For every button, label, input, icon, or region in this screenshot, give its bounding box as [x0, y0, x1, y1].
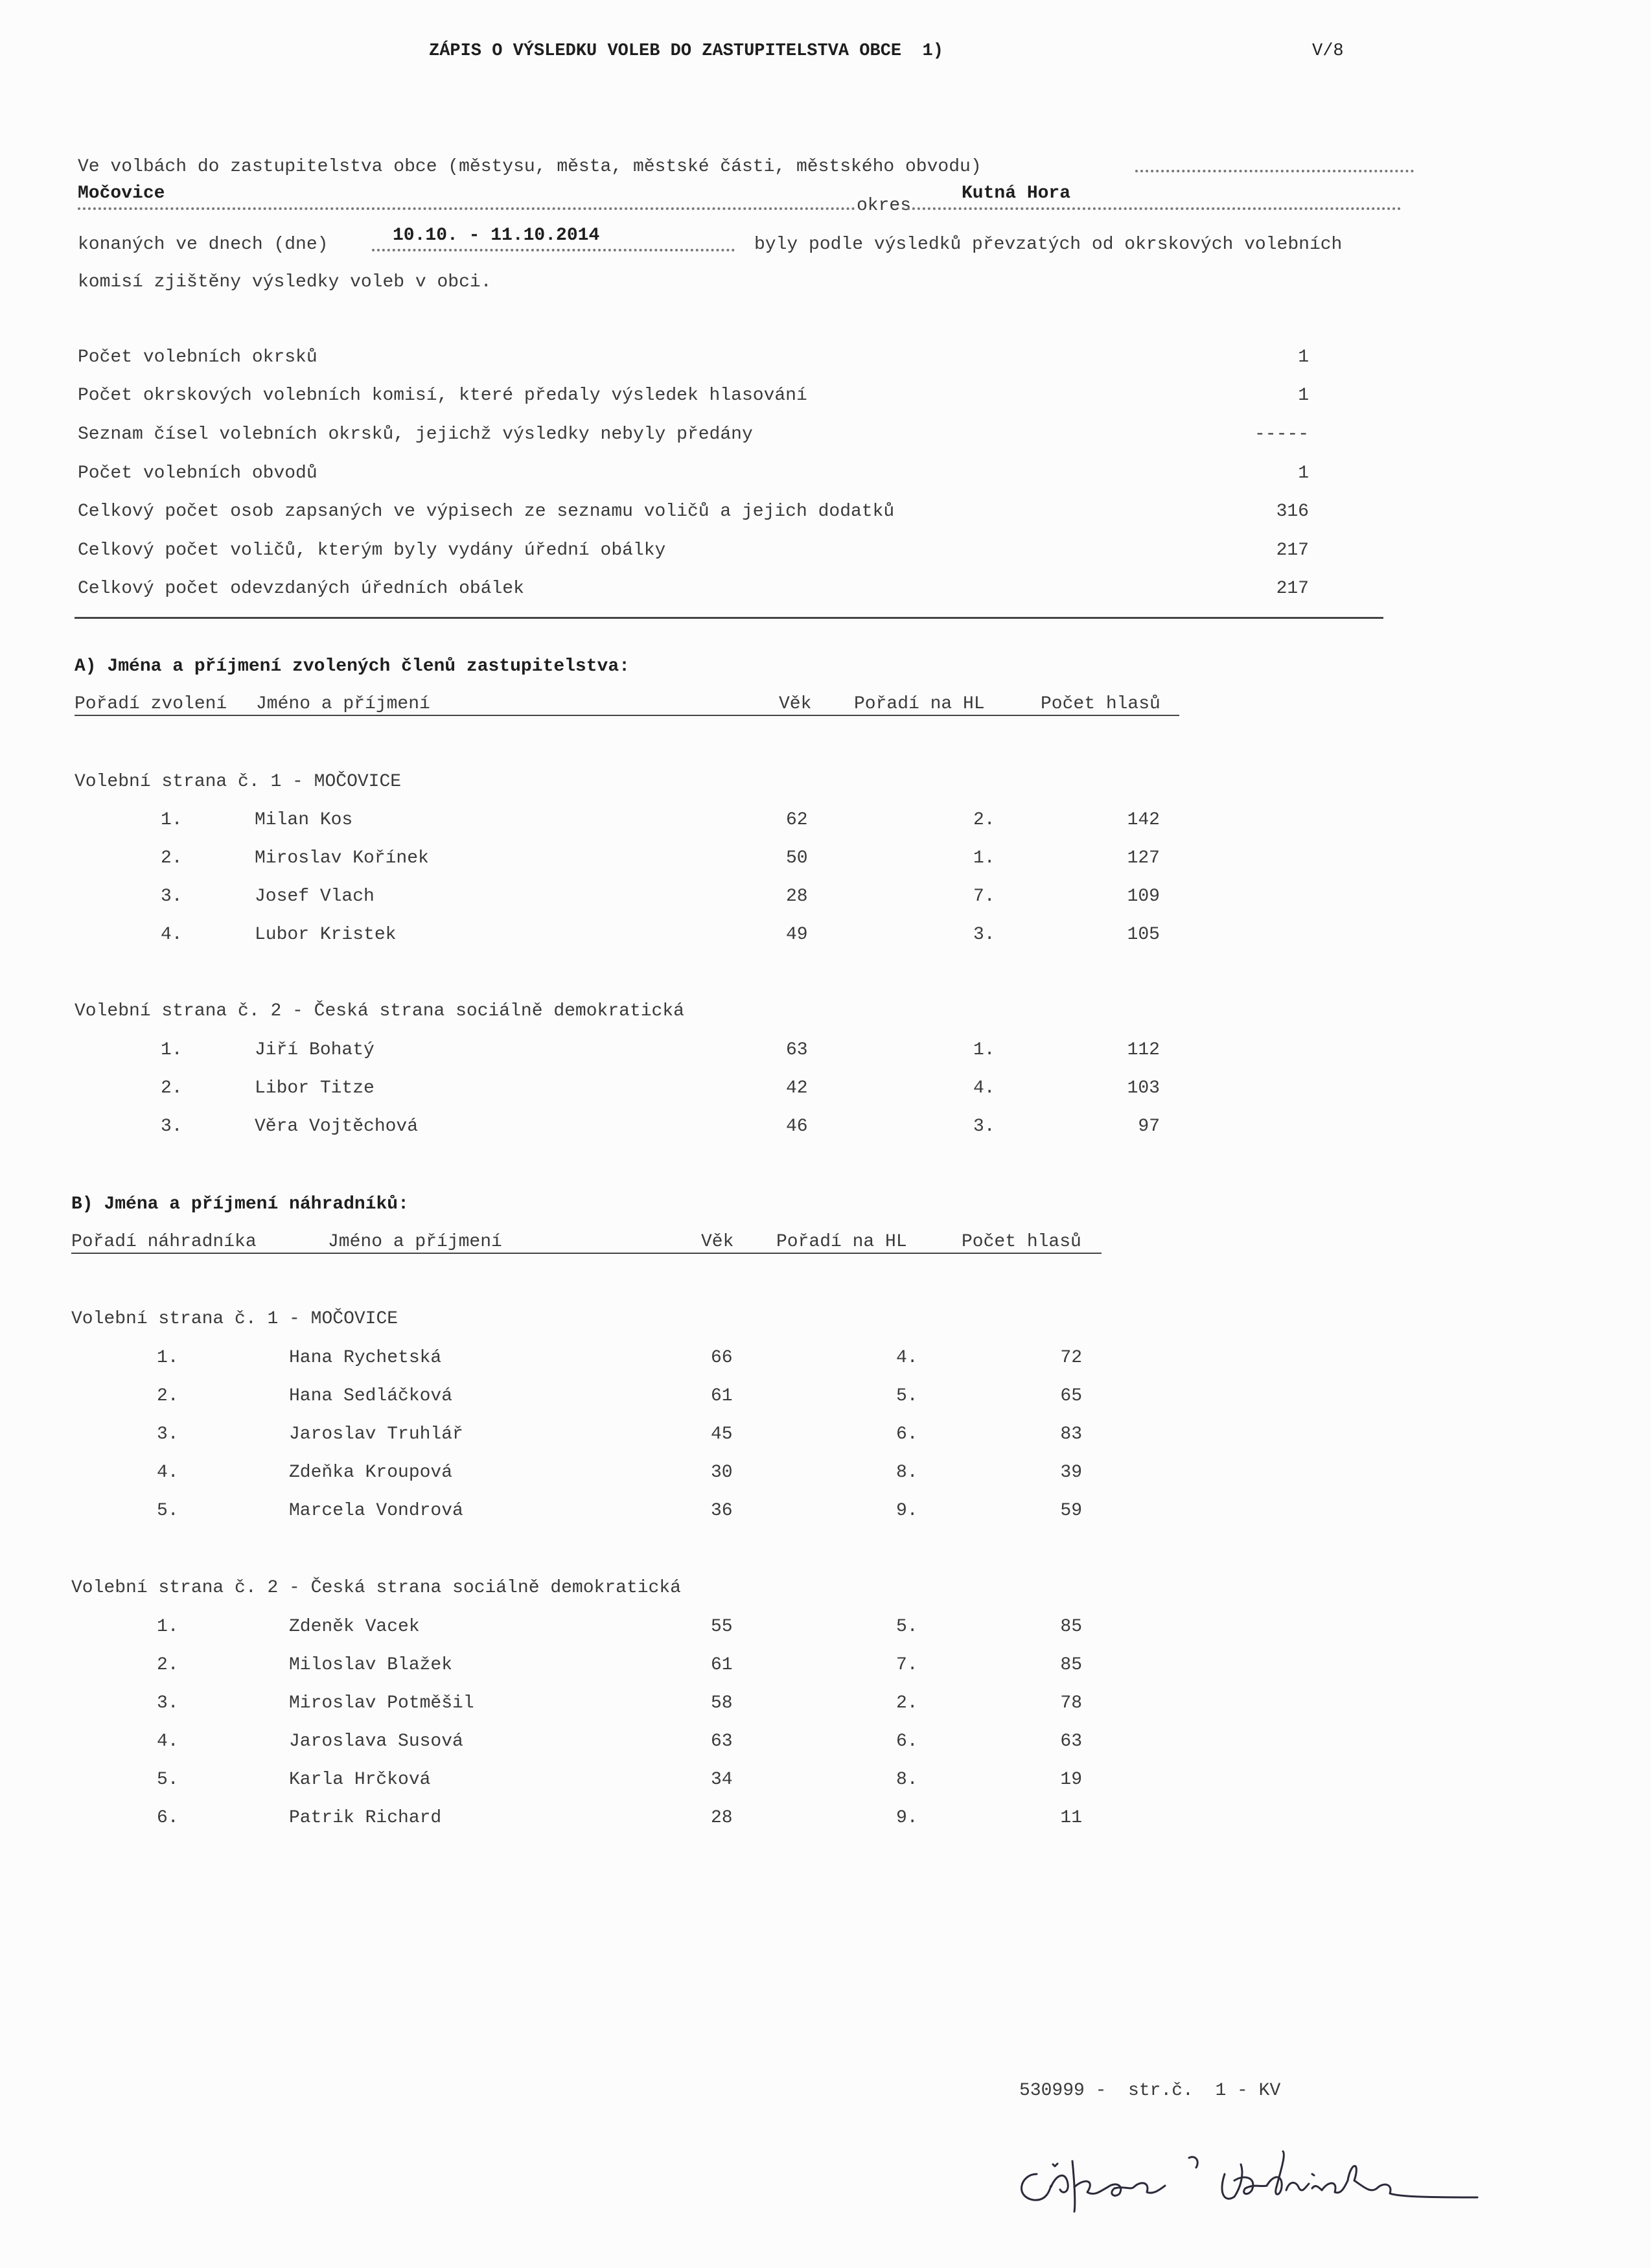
- signature: [1011, 2135, 1529, 2219]
- okres-name: Kutná Hora: [962, 183, 1071, 203]
- konanych-label: konaných ve dnech (dne): [78, 235, 329, 255]
- row-hl: 5.: [896, 1386, 918, 1406]
- row-age: 49: [786, 925, 808, 945]
- col-header-name: Jméno a příjmení: [256, 694, 430, 714]
- header-underline: [75, 715, 1179, 716]
- row-votes: 83: [1060, 1424, 1082, 1444]
- row-age: 66: [711, 1348, 733, 1368]
- row-age: 28: [786, 886, 808, 907]
- row-name: Miloslav Blažek: [289, 1655, 453, 1675]
- fill-dots: [78, 207, 855, 210]
- row-hl: 1.: [973, 1040, 995, 1060]
- row-hl: 5.: [896, 1617, 918, 1637]
- stat-label: Seznam čísel volebních okrsků, jejichž výsledky nebyly předány: [78, 424, 753, 445]
- row-votes: 11: [1060, 1808, 1082, 1828]
- party-name: Volební strana č. 1 - MOČOVICE: [75, 772, 402, 792]
- row-votes: 97: [1138, 1117, 1160, 1137]
- row-age: 36: [711, 1501, 733, 1521]
- obec-name: Močovice: [78, 183, 165, 203]
- party-name: Volební strana č. 2 - Česká strana sociálně demokratická: [71, 1578, 681, 1598]
- row-votes: 65: [1060, 1386, 1082, 1406]
- form-code: V/8: [1312, 41, 1344, 61]
- row-votes: 142: [1127, 810, 1160, 830]
- row-name: Patrik Richard: [289, 1808, 442, 1828]
- election-dates: 10.10. - 11.10.2014: [393, 226, 600, 246]
- row-order: 3.: [161, 886, 183, 907]
- row-hl: 4.: [973, 1078, 995, 1098]
- row-votes: 72: [1060, 1348, 1082, 1368]
- stat-value: 1: [1298, 463, 1309, 483]
- row-age: 61: [711, 1655, 733, 1675]
- row-order: 3.: [157, 1693, 179, 1713]
- row-name: Věra Vojtěchová: [255, 1117, 419, 1137]
- row-name: Milan Kos: [255, 810, 353, 830]
- row-votes: 39: [1060, 1463, 1082, 1483]
- row-name: Miroslav Potměšil: [289, 1693, 474, 1713]
- row-hl: 8.: [896, 1770, 918, 1790]
- row-age: 50: [786, 848, 808, 868]
- row-name: Jiří Bohatý: [255, 1040, 375, 1060]
- stat-label: Počet volebních okrsků: [78, 347, 318, 367]
- row-name: Jaroslava Susová: [289, 1731, 463, 1752]
- row-age: 62: [786, 810, 808, 830]
- fill-dots: [902, 207, 1401, 210]
- party-name: Volební strana č. 1 - MOČOVICE: [71, 1309, 398, 1329]
- row-votes: 127: [1127, 848, 1160, 868]
- row-age: 45: [711, 1424, 733, 1444]
- stat-value: 1: [1298, 386, 1309, 406]
- intro-line-4: komisí zjištěny výsledky voleb v obci.: [78, 272, 492, 292]
- row-name: Zdeňka Kroupová: [289, 1463, 453, 1483]
- header-underline: [71, 1253, 1102, 1254]
- row-votes: 112: [1127, 1040, 1160, 1060]
- row-votes: 103: [1127, 1078, 1160, 1098]
- row-age: 55: [711, 1617, 733, 1637]
- stat-value: 217: [1276, 540, 1309, 561]
- row-votes: 63: [1060, 1731, 1082, 1752]
- row-hl: 4.: [896, 1348, 918, 1368]
- row-votes: 105: [1127, 925, 1160, 945]
- row-name: Libor Titze: [255, 1078, 375, 1098]
- row-hl: 9.: [896, 1808, 918, 1828]
- row-order: 5.: [157, 1501, 179, 1521]
- row-name: Hana Rychetská: [289, 1348, 442, 1368]
- row-age: 34: [711, 1770, 733, 1790]
- col-header-votes: Počet hlasů: [962, 1232, 1081, 1252]
- row-order: 2.: [157, 1655, 179, 1675]
- row-order: 1.: [157, 1617, 179, 1637]
- fill-dots: [1135, 170, 1414, 172]
- row-age: 30: [711, 1463, 733, 1483]
- row-age: 61: [711, 1386, 733, 1406]
- row-name: Karla Hrčková: [289, 1770, 431, 1790]
- row-hl: 2.: [896, 1693, 918, 1713]
- row-votes: 85: [1060, 1617, 1082, 1637]
- row-order: 4.: [161, 925, 183, 945]
- stat-value: 1: [1298, 347, 1309, 367]
- col-header-name: Jméno a příjmení: [328, 1232, 502, 1252]
- stat-value: 217: [1276, 579, 1309, 599]
- intro-line-1: Ve volbách do zastupitelstva obce (městysu, města, městské části, městského obvodu): [78, 157, 982, 177]
- col-header-order: Pořadí náhradníka: [71, 1232, 257, 1252]
- stat-value: -----: [1254, 424, 1309, 445]
- col-header-hl: Pořadí na HL: [854, 694, 985, 714]
- row-name: Lubor Kristek: [255, 925, 397, 945]
- row-age: 42: [786, 1078, 808, 1098]
- col-header-age: Věk: [701, 1232, 734, 1252]
- row-votes: 78: [1060, 1693, 1082, 1713]
- document-title: ZÁPIS O VÝSLEDKU VOLEB DO ZASTUPITELSTVA OBCE 1): [429, 41, 943, 61]
- row-name: Hana Sedláčková: [289, 1386, 453, 1406]
- row-order: 2.: [157, 1386, 179, 1406]
- row-age: 58: [711, 1693, 733, 1713]
- row-order: 2.: [161, 848, 183, 868]
- row-hl: 9.: [896, 1501, 918, 1521]
- col-header-order: Pořadí zvolení: [75, 694, 227, 714]
- row-age: 46: [786, 1117, 808, 1137]
- row-hl: 8.: [896, 1463, 918, 1483]
- stat-label: Počet volebních obvodů: [78, 463, 318, 483]
- stat-value: 316: [1276, 502, 1309, 522]
- row-name: Jaroslav Truhlář: [289, 1424, 463, 1444]
- row-order: 1.: [161, 810, 183, 830]
- row-name: Zdeněk Vacek: [289, 1617, 420, 1637]
- row-order: 4.: [157, 1463, 179, 1483]
- party-name: Volební strana č. 2 - Česká strana sociálně demokratická: [75, 1001, 684, 1021]
- stat-label: Celkový počet osob zapsaných ve výpisech ze seznamu voličů a jejich dodatků: [78, 502, 895, 522]
- row-name: Josef Vlach: [255, 886, 375, 907]
- stat-label: Celkový počet odevzdaných úředních obálek: [78, 579, 524, 599]
- row-order: 3.: [161, 1117, 183, 1137]
- col-header-votes: Počet hlasů: [1041, 694, 1160, 714]
- row-order: 4.: [157, 1731, 179, 1752]
- row-hl: 6.: [896, 1424, 918, 1444]
- col-header-hl: Pořadí na HL: [776, 1232, 907, 1252]
- row-name: Miroslav Kořínek: [255, 848, 429, 868]
- row-age: 63: [786, 1040, 808, 1060]
- fill-dots: [372, 249, 735, 251]
- stat-label: Počet okrskových volebních komisí, které předaly výsledek hlasování: [78, 386, 807, 406]
- row-votes: 59: [1060, 1501, 1082, 1521]
- row-hl: 1.: [973, 848, 995, 868]
- row-hl: 3.: [973, 1117, 995, 1137]
- col-header-age: Věk: [779, 694, 812, 714]
- section-a-heading: A) Jména a příjmení zvolených členů zastupitelstva:: [75, 656, 630, 677]
- row-hl: 3.: [973, 925, 995, 945]
- row-order: 5.: [157, 1770, 179, 1790]
- row-hl: 7.: [973, 886, 995, 907]
- row-votes: 19: [1060, 1770, 1082, 1790]
- row-hl: 7.: [896, 1655, 918, 1675]
- row-age: 28: [711, 1808, 733, 1828]
- stat-label: Celkový počet voličů, kterým byly vydány úřední obálky: [78, 540, 666, 561]
- row-age: 63: [711, 1731, 733, 1752]
- row-hl: 6.: [896, 1731, 918, 1752]
- row-order: 1.: [157, 1348, 179, 1368]
- row-order: 2.: [161, 1078, 183, 1098]
- page-code: 530999 - str.č. 1 - KV: [1019, 2081, 1281, 2101]
- row-order: 3.: [157, 1424, 179, 1444]
- intro-line-3-rest: byly podle výsledků převzatých od okrskových volebních: [754, 235, 1343, 255]
- row-votes: 109: [1127, 886, 1160, 907]
- row-order: 1.: [161, 1040, 183, 1060]
- section-b-heading: B) Jména a příjmení náhradníků:: [71, 1194, 409, 1214]
- row-order: 6.: [157, 1808, 179, 1828]
- row-hl: 2.: [973, 810, 995, 830]
- okres-label: okres: [857, 196, 912, 216]
- section-divider: [75, 617, 1383, 619]
- row-name: Marcela Vondrová: [289, 1501, 463, 1521]
- row-votes: 85: [1060, 1655, 1082, 1675]
